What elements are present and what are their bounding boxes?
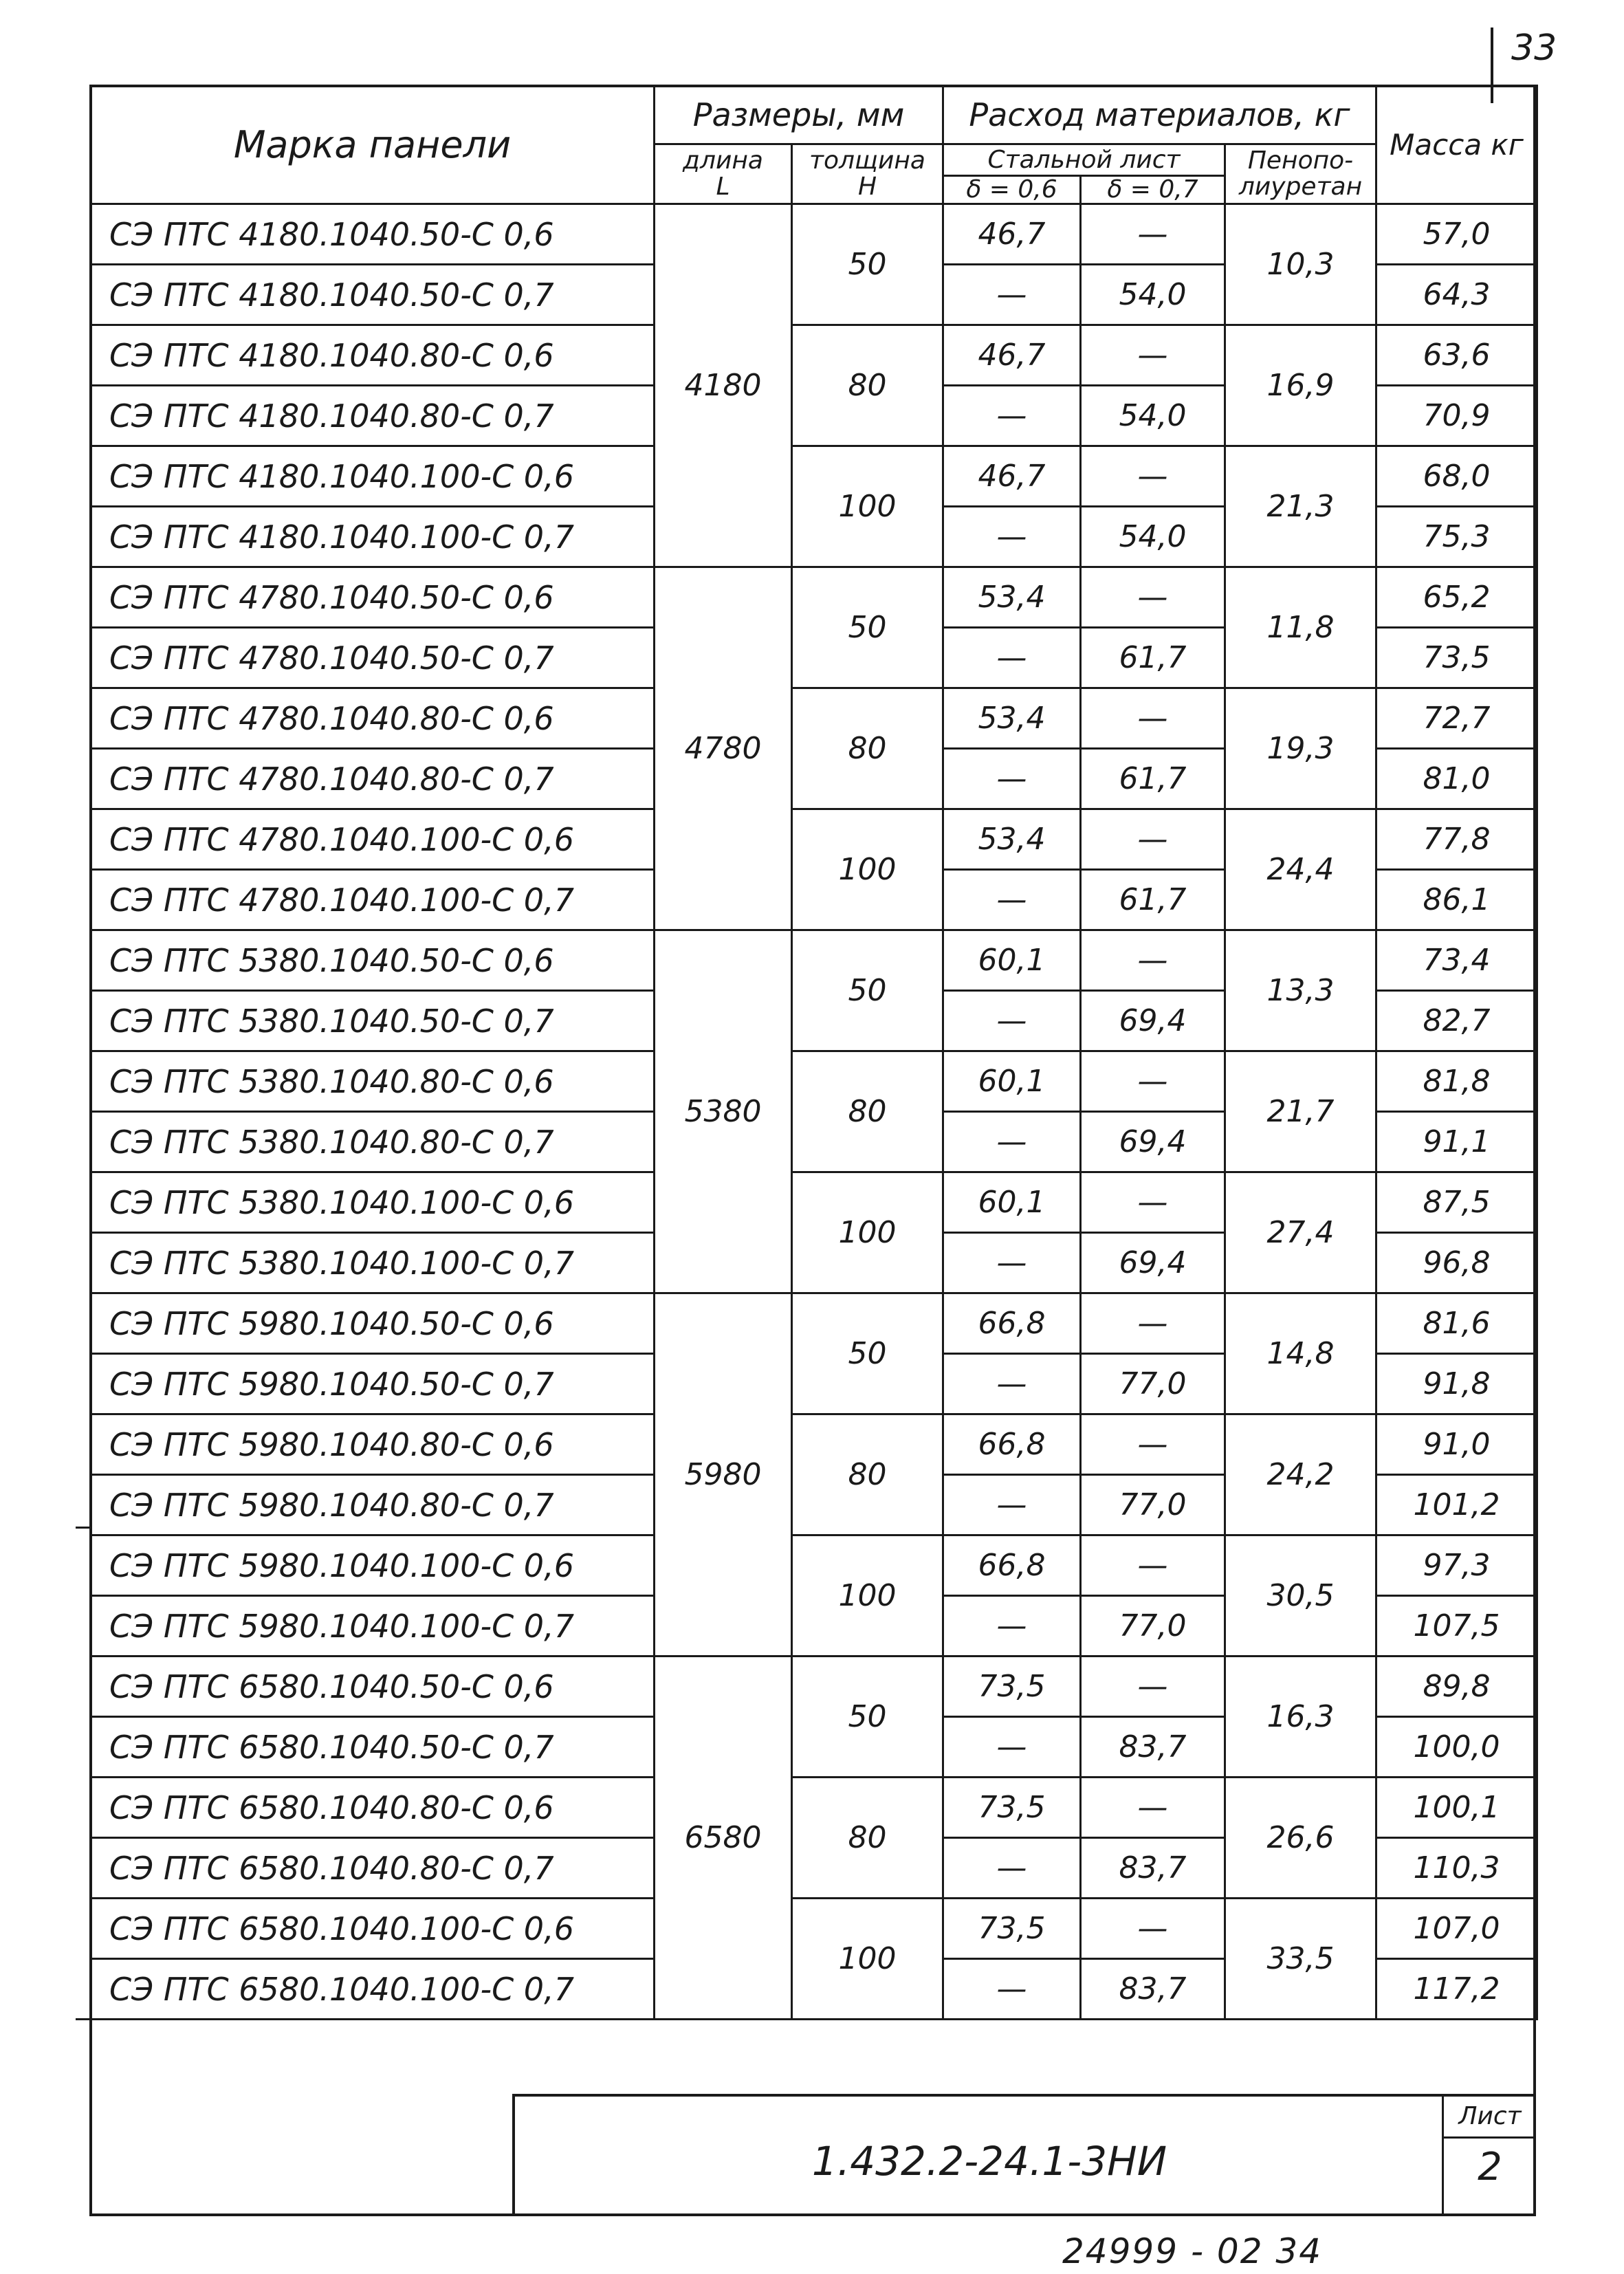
thickness-cell: 80: [792, 325, 943, 446]
steel-07-cell: —: [1081, 204, 1225, 265]
thickness-cell: 80: [792, 1414, 943, 1535]
steel-06-cell: 60,1: [943, 1051, 1081, 1112]
foam-cell: 24,2: [1225, 1414, 1376, 1535]
steel-06-cell: 66,8: [943, 1535, 1081, 1596]
foam-cell: 13,3: [1225, 930, 1376, 1051]
steel-07-cell: 61,7: [1081, 628, 1225, 688]
table-row: [91, 688, 1537, 749]
thickness-cell: 100: [792, 1899, 943, 2020]
header-thickness-symbol: H: [857, 173, 877, 201]
panel-mark-cell: СЭ ПТС 6580.1040.50-С 0,7: [91, 1717, 655, 1778]
foam-cell: 19,3: [1225, 688, 1376, 809]
header-steel: Стальной лист: [943, 144, 1225, 176]
mass-cell: 77,8: [1376, 809, 1537, 870]
mass-cell: 64,3: [1376, 265, 1537, 325]
header-length-symbol: L: [716, 173, 730, 201]
document-code: 1.432.2-24.1-3НИ: [811, 2138, 1167, 2185]
foam-cell: 10,3: [1225, 204, 1376, 325]
panel-mark-cell: СЭ ПТС 5980.1040.100-С 0,7: [91, 1596, 655, 1657]
steel-07-cell: 69,4: [1081, 1233, 1225, 1293]
panel-mark-cell: СЭ ПТС 5980.1040.80-С 0,7: [91, 1475, 655, 1535]
panel-spec-table: [89, 85, 1538, 2020]
steel-07-cell: —: [1081, 325, 1225, 386]
panel-mark-cell: СЭ ПТС 4180.1040.80-С 0,7: [91, 386, 655, 446]
steel-06-cell: 46,7: [943, 204, 1081, 265]
mass-cell: 89,8: [1376, 1657, 1537, 1717]
steel-07-cell: 77,0: [1081, 1475, 1225, 1535]
sheet-cell: [1442, 2097, 1536, 2216]
panel-mark-cell: СЭ ПТС 4780.1040.80-С 0,7: [91, 749, 655, 809]
steel-06-cell: —: [943, 1717, 1081, 1778]
mass-cell: 73,5: [1376, 628, 1537, 688]
foam-cell: 33,5: [1225, 1899, 1376, 2020]
table-row: [91, 1535, 1537, 1596]
header-foam-line1: Пенопо-: [1247, 146, 1354, 175]
header-thickness: [792, 144, 943, 204]
panel-mark-cell: СЭ ПТС 4180.1040.100-С 0,7: [91, 507, 655, 567]
header-mass: Масса кг: [1376, 86, 1537, 204]
steel-06-cell: —: [943, 1838, 1081, 1899]
page-number: 33: [1511, 28, 1557, 69]
steel-06-cell: 46,7: [943, 446, 1081, 507]
panel-mark-cell: СЭ ПТС 5380.1040.50-С 0,7: [91, 991, 655, 1051]
title-block: [512, 2094, 1533, 2216]
steel-06-cell: 73,5: [943, 1657, 1081, 1717]
header-mark: Марка панели: [91, 86, 655, 204]
foam-cell: 21,3: [1225, 446, 1376, 567]
panel-mark-cell: СЭ ПТС 5980.1040.50-С 0,6: [91, 1293, 655, 1354]
steel-06-cell: —: [943, 386, 1081, 446]
steel-06-cell: —: [943, 991, 1081, 1051]
foam-cell: 30,5: [1225, 1535, 1376, 1657]
panel-mark-cell: СЭ ПТС 4780.1040.80-С 0,6: [91, 688, 655, 749]
panel-mark-cell: СЭ ПТС 6580.1040.100-С 0,6: [91, 1899, 655, 1959]
mass-cell: 101,2: [1376, 1475, 1537, 1535]
panel-mark-cell: СЭ ПТС 5380.1040.100-С 0,7: [91, 1233, 655, 1293]
steel-06-cell: —: [943, 870, 1081, 930]
steel-07-cell: —: [1081, 930, 1225, 991]
panel-mark-cell: СЭ ПТС 5380.1040.80-С 0,7: [91, 1112, 655, 1172]
mass-cell: 72,7: [1376, 688, 1537, 749]
header-length: [655, 144, 792, 204]
thickness-cell: 80: [792, 688, 943, 809]
panel-mark-cell: СЭ ПТС 4180.1040.100-С 0,6: [91, 446, 655, 507]
length-cell: 5380: [655, 930, 792, 1293]
steel-07-cell: —: [1081, 1535, 1225, 1596]
panel-mark-cell: СЭ ПТС 5380.1040.80-С 0,6: [91, 1051, 655, 1112]
steel-06-cell: —: [943, 1112, 1081, 1172]
header-sizes: Размеры, мм: [655, 86, 943, 144]
foam-cell: 27,4: [1225, 1172, 1376, 1293]
panel-mark-cell: СЭ ПТС 4180.1040.50-С 0,7: [91, 265, 655, 325]
steel-07-cell: 77,0: [1081, 1596, 1225, 1657]
sheet-label: Лист: [1444, 2097, 1536, 2139]
mass-cell: 57,0: [1376, 204, 1537, 265]
header-delta-06: δ = 0,6: [943, 176, 1081, 204]
mass-cell: 96,8: [1376, 1233, 1537, 1293]
thickness-cell: 100: [792, 1535, 943, 1657]
steel-06-cell: 60,1: [943, 930, 1081, 991]
steel-06-cell: —: [943, 749, 1081, 809]
sheet-number: 2: [1478, 2145, 1502, 2189]
thickness-cell: 80: [792, 1051, 943, 1172]
thickness-cell: 50: [792, 930, 943, 1051]
thickness-cell: 80: [792, 1778, 943, 1899]
length-cell: 5980: [655, 1293, 792, 1657]
footer-code: 24999 - 02 34: [1062, 2231, 1323, 2271]
margin-tick: [76, 1527, 91, 1529]
mass-cell: 91,0: [1376, 1414, 1537, 1475]
steel-06-cell: 46,7: [943, 325, 1081, 386]
steel-07-cell: —: [1081, 1051, 1225, 1112]
steel-06-cell: 73,5: [943, 1778, 1081, 1838]
steel-06-cell: —: [943, 265, 1081, 325]
table-row: [91, 930, 1537, 991]
steel-07-cell: 83,7: [1081, 1838, 1225, 1899]
steel-06-cell: 53,4: [943, 809, 1081, 870]
steel-06-cell: —: [943, 1475, 1081, 1535]
length-cell: 4180: [655, 204, 792, 567]
panel-mark-cell: СЭ ПТС 4180.1040.50-С 0,6: [91, 204, 655, 265]
mass-cell: 65,2: [1376, 567, 1537, 628]
table-row: [91, 1051, 1537, 1112]
table-row: [91, 1172, 1537, 1233]
panel-mark-cell: СЭ ПТС 6580.1040.80-С 0,6: [91, 1778, 655, 1838]
mass-cell: 87,5: [1376, 1172, 1537, 1233]
panel-mark-cell: СЭ ПТС 5980.1040.100-С 0,6: [91, 1535, 655, 1596]
mass-cell: 91,1: [1376, 1112, 1537, 1172]
steel-06-cell: 60,1: [943, 1172, 1081, 1233]
panel-mark-cell: СЭ ПТС 5380.1040.100-С 0,6: [91, 1172, 655, 1233]
thickness-cell: 100: [792, 446, 943, 567]
table-row: [91, 1657, 1537, 1717]
panel-mark-cell: СЭ ПТС 6580.1040.80-С 0,7: [91, 1838, 655, 1899]
mass-cell: 110,3: [1376, 1838, 1537, 1899]
steel-06-cell: —: [943, 1596, 1081, 1657]
steel-07-cell: —: [1081, 809, 1225, 870]
table-row: [91, 1778, 1537, 1838]
steel-07-cell: —: [1081, 1172, 1225, 1233]
mass-cell: 68,0: [1376, 446, 1537, 507]
spec-table-body: [91, 86, 1537, 2020]
header-delta-07: δ = 0,7: [1081, 176, 1225, 204]
steel-07-cell: 83,7: [1081, 1717, 1225, 1778]
steel-07-cell: 69,4: [1081, 991, 1225, 1051]
header-materials: Расход материалов, кг: [943, 86, 1376, 144]
mass-cell: 107,5: [1376, 1596, 1537, 1657]
table-row: [91, 1899, 1537, 1959]
mass-cell: 86,1: [1376, 870, 1537, 930]
length-cell: 4780: [655, 567, 792, 930]
header-length-label: длина: [683, 146, 763, 175]
steel-07-cell: 54,0: [1081, 507, 1225, 567]
panel-mark-cell: СЭ ПТС 6580.1040.100-С 0,7: [91, 1959, 655, 2020]
steel-07-cell: —: [1081, 1899, 1225, 1959]
mass-cell: 82,7: [1376, 991, 1537, 1051]
steel-07-cell: —: [1081, 1778, 1225, 1838]
thickness-cell: 50: [792, 567, 943, 688]
table-row: [91, 1293, 1537, 1354]
steel-07-cell: 61,7: [1081, 749, 1225, 809]
steel-06-cell: —: [943, 1959, 1081, 2020]
foam-cell: 11,8: [1225, 567, 1376, 688]
panel-mark-cell: СЭ ПТС 4780.1040.50-С 0,7: [91, 628, 655, 688]
thickness-cell: 50: [792, 204, 943, 325]
panel-mark-cell: СЭ ПТС 4180.1040.80-С 0,6: [91, 325, 655, 386]
steel-06-cell: —: [943, 628, 1081, 688]
panel-mark-cell: СЭ ПТС 4780.1040.100-С 0,6: [91, 809, 655, 870]
foam-cell: 26,6: [1225, 1778, 1376, 1899]
steel-06-cell: 66,8: [943, 1293, 1081, 1354]
header-foam: [1225, 144, 1376, 204]
thickness-cell: 100: [792, 1172, 943, 1293]
steel-07-cell: —: [1081, 1414, 1225, 1475]
table-row: [91, 1414, 1537, 1475]
panel-mark-cell: СЭ ПТС 4780.1040.50-С 0,6: [91, 567, 655, 628]
foam-cell: 16,9: [1225, 325, 1376, 446]
steel-06-cell: —: [943, 1233, 1081, 1293]
mass-cell: 81,8: [1376, 1051, 1537, 1112]
thickness-cell: 50: [792, 1293, 943, 1414]
steel-07-cell: —: [1081, 567, 1225, 628]
steel-07-cell: —: [1081, 1657, 1225, 1717]
panel-mark-cell: СЭ ПТС 5980.1040.50-С 0,7: [91, 1354, 655, 1414]
steel-06-cell: 66,8: [943, 1414, 1081, 1475]
mass-cell: 91,8: [1376, 1354, 1537, 1414]
mass-cell: 100,0: [1376, 1717, 1537, 1778]
steel-06-cell: —: [943, 507, 1081, 567]
steel-07-cell: 77,0: [1081, 1354, 1225, 1414]
steel-07-cell: 83,7: [1081, 1959, 1225, 2020]
thickness-cell: 50: [792, 1657, 943, 1778]
steel-07-cell: 54,0: [1081, 265, 1225, 325]
steel-07-cell: —: [1081, 688, 1225, 749]
panel-mark-cell: СЭ ПТС 6580.1040.50-С 0,6: [91, 1657, 655, 1717]
steel-06-cell: —: [943, 1354, 1081, 1414]
foam-cell: 24,4: [1225, 809, 1376, 930]
foam-cell: 16,3: [1225, 1657, 1376, 1778]
steel-06-cell: 73,5: [943, 1899, 1081, 1959]
margin-tick: [76, 2018, 91, 2020]
mass-cell: 97,3: [1376, 1535, 1537, 1596]
header-thickness-label: толщина: [809, 146, 925, 175]
panel-mark-cell: СЭ ПТС 4780.1040.100-С 0,7: [91, 870, 655, 930]
steel-07-cell: —: [1081, 446, 1225, 507]
steel-07-cell: 61,7: [1081, 870, 1225, 930]
length-cell: 6580: [655, 1657, 792, 2020]
header-foam-line2: лиуретан: [1238, 173, 1363, 201]
mass-cell: 63,6: [1376, 325, 1537, 386]
table-row: [91, 567, 1537, 628]
steel-07-cell: 54,0: [1081, 386, 1225, 446]
foam-cell: 21,7: [1225, 1051, 1376, 1172]
table-row: [91, 325, 1537, 386]
mass-cell: 100,1: [1376, 1778, 1537, 1838]
mass-cell: 117,2: [1376, 1959, 1537, 2020]
steel-06-cell: 53,4: [943, 567, 1081, 628]
mass-cell: 73,4: [1376, 930, 1537, 991]
mass-cell: 70,9: [1376, 386, 1537, 446]
table-row: [91, 446, 1537, 507]
foam-cell: 14,8: [1225, 1293, 1376, 1414]
mass-cell: 81,6: [1376, 1293, 1537, 1354]
panel-mark-cell: СЭ ПТС 5980.1040.80-С 0,6: [91, 1414, 655, 1475]
steel-07-cell: 69,4: [1081, 1112, 1225, 1172]
table-row: [91, 204, 1537, 265]
steel-07-cell: —: [1081, 1293, 1225, 1354]
steel-06-cell: 53,4: [943, 688, 1081, 749]
table-row: [91, 809, 1537, 870]
mass-cell: 81,0: [1376, 749, 1537, 809]
mass-cell: 75,3: [1376, 507, 1537, 567]
panel-mark-cell: СЭ ПТС 5380.1040.50-С 0,6: [91, 930, 655, 991]
thickness-cell: 100: [792, 809, 943, 930]
mass-cell: 107,0: [1376, 1899, 1537, 1959]
